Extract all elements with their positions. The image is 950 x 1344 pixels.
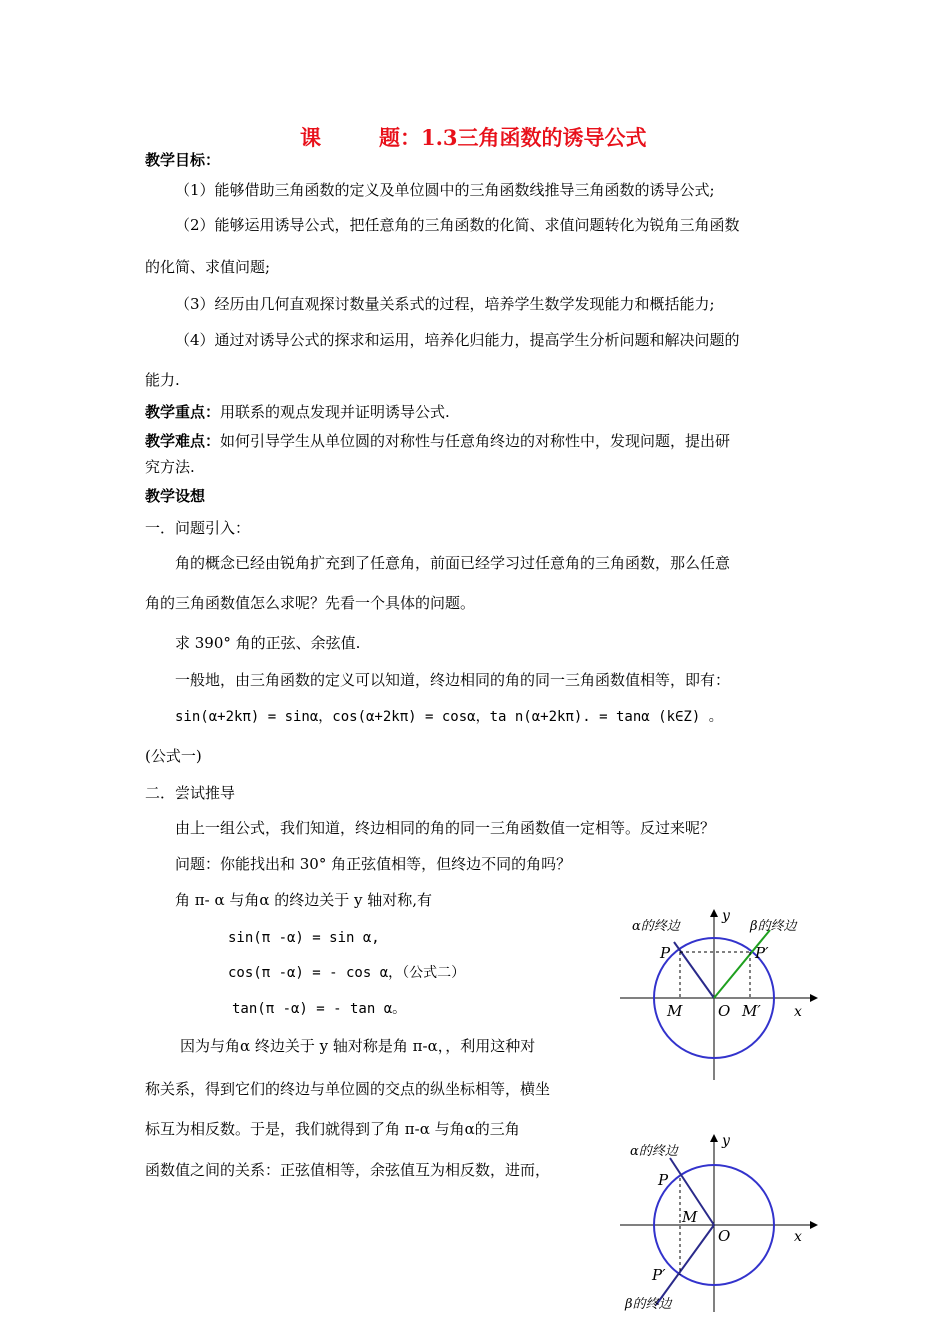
goals-heading: 教学目标： [145,151,221,169]
goal-1: （1）能够借助三角函数的定义及单位圆中的三角函数线推导三角函数的诱导公式; [175,181,715,199]
point-p: P [660,944,671,962]
beta-label: β的终边 [750,919,797,934]
formula-2-sin: sin(π -α) = sin α, [228,930,380,946]
key-point [145,402,450,422]
difficulty-text: 如何引导学生从单位圆的对称性与任意角终边的对称性中，发现问题，提出研 [220,432,731,450]
title-text: 题：1.3三角函数的诱导公式 [379,125,647,150]
para-7-line-4: 函数值之间的关系：正弦值相等，余弦值互为相反数，进而， [145,1161,551,1179]
difficulty-label: 教学难点： [145,432,221,450]
y-axis-arrow [710,909,718,917]
goal-2-line-2: 的化简、求值问题; [145,258,271,276]
para-6: 角 π- α 与角α 的终边关于 y 轴对称,有 [175,891,433,909]
point-m: M [667,1002,683,1020]
goal-2-line-1: （2）能够运用诱导公式，把任意角的三角函数的化简、求值问题转化为锐角三角函数 [175,216,740,234]
alpha-label: α的终边 [630,1144,678,1159]
x-axis-arrow [810,994,818,1002]
difficulty [145,431,730,451]
point-m: M [682,1208,698,1226]
goal-3: （3）经历由几何直观探讨数量关系式的过程，培养学生数学发现能力和概括能力; [175,295,715,313]
beta-label: β的终边 [625,1297,672,1312]
y-axis-label: y [722,1133,730,1149]
page-title [300,125,647,151]
goal-4-line-2: 能力. [145,371,180,389]
alpha-label: α的终边 [632,919,680,934]
origin-o: O [718,1227,731,1245]
para-1-line-1: 角的概念已经由锐角扩充到了任意角，前面已经学习过任意角的三角函数，那么任意 [175,554,731,572]
key-point-text: 用联系的观点发现并证明诱导公式. [220,403,450,421]
goal-4-line-1: （4）通过对诱导公式的探求和运用，培养化归能力，提高学生分析问题和解决问题的 [175,331,740,349]
origin-o: O [718,1002,731,1020]
design-heading: 教学设想 [145,487,206,505]
point-p: P [658,1171,669,1189]
point-p-prime: P′ [755,944,769,962]
para-7-line-2: 称关系，得到它们的终边与单位圆的交点的纵坐标相等，横坐 [145,1080,551,1098]
difficulty-line-2: 究方法. [145,458,195,476]
unit-circle-figure-1 [610,905,825,1085]
para-5: 问题：你能找出和 30° 角正弦值相等，但终边不同的角吗？ [175,855,572,873]
formula-2-cos: cos(π -α) = - cos α，（公式二） [228,965,466,981]
para-2: 求 390° 角的正弦、余弦值. [175,634,361,652]
y-axis-arrow [710,1134,718,1142]
para-4: 由上一组公式，我们知道，终边相同的角的同一三角函数值一定相等。反过来呢？ [175,819,716,837]
title-prefix: 课 [300,125,321,150]
formula-2-tan: tan(π -α) = - tan α。 [232,1001,407,1017]
formula-1-label: (公式一) [145,747,202,765]
point-p-prime: P′ [652,1266,666,1284]
para-3: 一般地，由三角函数的定义可以知道，终边相同的角的同一三角函数值相等，即有： [175,671,731,689]
x-axis-arrow [810,1221,818,1229]
para-7-line-1: 因为与角α 终边关于 y 轴对称是角 π-α，，利用这种对 [180,1037,536,1055]
beta-terminal-side [656,1225,714,1305]
key-point-label: 教学重点： [145,403,221,421]
point-m-prime: M′ [742,1002,761,1020]
y-axis-label: y [722,908,730,924]
para-7-line-3: 标互为相反数。于是，我们就得到了角 π-α 与角α的三角 [145,1120,520,1138]
x-axis-label: x [794,1229,802,1245]
beta-terminal-side [714,930,770,998]
para-1-line-2: 角的三角函数值怎么求呢？先看一个具体的问题。 [145,594,476,612]
formula-1: sin(α+2kπ) = sinα，cos(α+2kπ) = cosα，ta n(α+2kπ). = tanα (k∈Z) 。 [175,709,723,725]
unit-circle-figure-2 [610,1130,825,1315]
section-1-title: 一．问题引入： [145,519,251,537]
x-axis-label: x [794,1004,802,1020]
section-2-title: 二．尝试推导 [145,784,236,802]
